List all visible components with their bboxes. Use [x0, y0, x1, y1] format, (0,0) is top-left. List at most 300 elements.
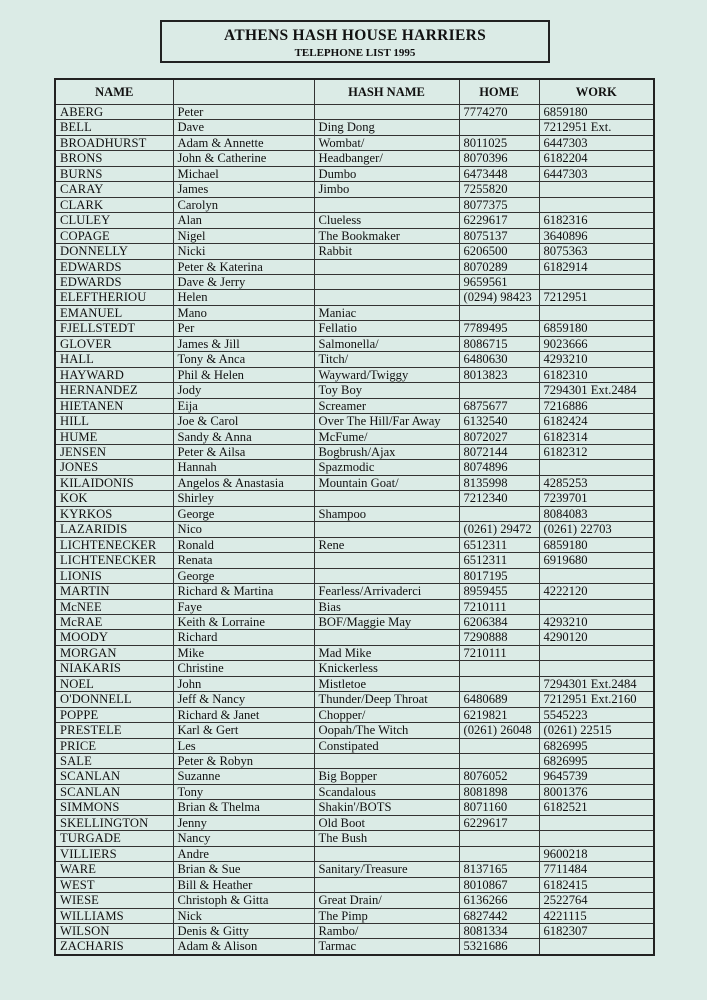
document-title: ATHENS HASH HOUSE HARRIERS [223, 27, 487, 44]
table-row [55, 274, 654, 289]
table-row [55, 383, 654, 398]
cell-surname: KOK [55, 491, 173, 506]
cell-work-phone: 6182204 [539, 151, 654, 166]
cell-home-phone [459, 831, 539, 846]
table-row [55, 692, 654, 707]
cell-home-phone: 8071160 [459, 800, 539, 815]
cell-first-name: Dave & Jerry [173, 274, 314, 289]
table-row [55, 259, 654, 274]
cell-hash-name [314, 568, 459, 583]
cell-first-name: Angelos & Anastasia [173, 475, 314, 490]
cell-hash-name [314, 105, 459, 120]
cell-surname: SCANLAN [55, 769, 173, 784]
title-box [160, 20, 550, 63]
cell-first-name: Karl & Gert [173, 723, 314, 738]
cell-first-name: Richard & Martina [173, 584, 314, 599]
cell-surname: EDWARDS [55, 274, 173, 289]
cell-work-phone [539, 831, 654, 846]
cell-hash-name [314, 274, 459, 289]
header-name: NAME [55, 79, 173, 105]
cell-surname: WILSON [55, 924, 173, 939]
table-row [55, 429, 654, 444]
table-row [55, 336, 654, 351]
cell-work-phone: 6182316 [539, 213, 654, 228]
table-row [55, 444, 654, 459]
cell-work-phone: 7294301 Ext.2484 [539, 676, 654, 691]
cell-first-name: James & Jill [173, 336, 314, 351]
cell-surname: LIONIS [55, 568, 173, 583]
cell-work-phone: 4222120 [539, 584, 654, 599]
cell-home-phone: 6136266 [459, 893, 539, 908]
cell-first-name: Michael [173, 166, 314, 181]
cell-hash-name: Bias [314, 599, 459, 614]
table-row [55, 475, 654, 490]
cell-surname: HAYWARD [55, 367, 173, 382]
table-row [55, 491, 654, 506]
cell-home-phone: 8013823 [459, 367, 539, 382]
cell-home-phone: 7210111 [459, 645, 539, 660]
cell-work-phone: 3640896 [539, 228, 654, 243]
cell-home-phone: 8076052 [459, 769, 539, 784]
cell-surname: HUME [55, 429, 173, 444]
cell-hash-name: Mistletoe [314, 676, 459, 691]
cell-home-phone: 6512311 [459, 553, 539, 568]
cell-work-phone [539, 197, 654, 212]
cell-first-name: Nico [173, 522, 314, 537]
cell-home-phone: (0261) 29472 [459, 522, 539, 537]
cell-home-phone: 8081334 [459, 924, 539, 939]
cell-work-phone [539, 645, 654, 660]
cell-surname: COPAGE [55, 228, 173, 243]
cell-hash-name: Rabbit [314, 244, 459, 259]
cell-work-phone: 7239701 [539, 491, 654, 506]
cell-hash-name: Ding Dong [314, 120, 459, 135]
cell-work-phone: 9645739 [539, 769, 654, 784]
table-row [55, 754, 654, 769]
table-row [55, 135, 654, 150]
cell-first-name: Suzanne [173, 769, 314, 784]
cell-hash-name: Rene [314, 537, 459, 552]
cell-work-phone: 4221115 [539, 908, 654, 923]
cell-hash-name: Knickerless [314, 661, 459, 676]
cell-work-phone: 6182415 [539, 877, 654, 892]
cell-home-phone: 7789495 [459, 321, 539, 336]
table-row [55, 877, 654, 892]
cell-home-phone: 8075137 [459, 228, 539, 243]
cell-home-phone: 8077375 [459, 197, 539, 212]
table-body [55, 105, 654, 955]
cell-work-phone [539, 182, 654, 197]
cell-first-name: Jody [173, 383, 314, 398]
cell-first-name: Shirley [173, 491, 314, 506]
table-row [55, 815, 654, 830]
cell-work-phone: 4293210 [539, 614, 654, 629]
cell-first-name: Christoph & Gitta [173, 893, 314, 908]
cell-first-name: Mike [173, 645, 314, 660]
table-row [55, 105, 654, 120]
cell-home-phone: 6132540 [459, 414, 539, 429]
cell-surname: KYRKOS [55, 506, 173, 521]
table-row [55, 460, 654, 475]
cell-surname: SIMMONS [55, 800, 173, 815]
cell-first-name: John [173, 676, 314, 691]
telephone-table [54, 78, 655, 956]
table-row [55, 367, 654, 382]
cell-surname: SKELLINGTON [55, 815, 173, 830]
cell-first-name: Richard & Janet [173, 707, 314, 722]
cell-surname: LICHTENECKER [55, 537, 173, 552]
cell-hash-name [314, 877, 459, 892]
cell-work-phone: 8084083 [539, 506, 654, 521]
cell-surname: KILAIDONIS [55, 475, 173, 490]
cell-first-name: Bill & Heather [173, 877, 314, 892]
header-home: HOME [459, 79, 539, 105]
cell-work-phone: 2522764 [539, 893, 654, 908]
cell-hash-name: McFume/ [314, 429, 459, 444]
cell-first-name: Faye [173, 599, 314, 614]
cell-work-phone: 6859180 [539, 105, 654, 120]
cell-work-phone: 6919680 [539, 553, 654, 568]
cell-surname: HIETANEN [55, 398, 173, 413]
cell-work-phone: 6182424 [539, 414, 654, 429]
cell-first-name: Sandy & Anna [173, 429, 314, 444]
cell-surname: WARE [55, 862, 173, 877]
cell-home-phone: 6827442 [459, 908, 539, 923]
cell-work-phone: (0261) 22515 [539, 723, 654, 738]
cell-home-phone: 8081898 [459, 784, 539, 799]
cell-work-phone: 4285253 [539, 475, 654, 490]
cell-surname: EDWARDS [55, 259, 173, 274]
table-row [55, 522, 654, 537]
table-row [55, 846, 654, 861]
cell-first-name: John & Catherine [173, 151, 314, 166]
table-row [55, 893, 654, 908]
cell-work-phone [539, 305, 654, 320]
cell-work-phone: 6182307 [539, 924, 654, 939]
cell-surname: WEST [55, 877, 173, 892]
table-row [55, 584, 654, 599]
cell-first-name: Christine [173, 661, 314, 676]
cell-first-name: Denis & Gitty [173, 924, 314, 939]
cell-first-name: Eija [173, 398, 314, 413]
cell-first-name: Nick [173, 908, 314, 923]
cell-surname: SALE [55, 754, 173, 769]
cell-hash-name: Fearless/Arrivaderci [314, 584, 459, 599]
table-row [55, 630, 654, 645]
table-row [55, 661, 654, 676]
cell-home-phone: 7212340 [459, 491, 539, 506]
cell-hash-name: Mountain Goat/ [314, 475, 459, 490]
cell-surname: McRAE [55, 614, 173, 629]
cell-work-phone: 4290120 [539, 630, 654, 645]
cell-surname: ELEFTHERIOU [55, 290, 173, 305]
table-row [55, 862, 654, 877]
cell-surname: BELL [55, 120, 173, 135]
cell-home-phone: (0261) 26048 [459, 723, 539, 738]
cell-surname: MORGAN [55, 645, 173, 660]
cell-work-phone [539, 939, 654, 955]
table-row [55, 506, 654, 521]
cell-hash-name: Great Drain/ [314, 893, 459, 908]
table-row [55, 228, 654, 243]
table-row [55, 723, 654, 738]
cell-hash-name: Salmonella/ [314, 336, 459, 351]
cell-hash-name: Thunder/Deep Throat [314, 692, 459, 707]
table-row [55, 352, 654, 367]
cell-hash-name: Wombat/ [314, 135, 459, 150]
cell-surname: JONES [55, 460, 173, 475]
cell-home-phone: 6206500 [459, 244, 539, 259]
cell-hash-name: Over The Hill/Far Away [314, 414, 459, 429]
cell-hash-name: Oopah/The Witch [314, 723, 459, 738]
cell-home-phone: 8135998 [459, 475, 539, 490]
cell-first-name: Adam & Alison [173, 939, 314, 955]
cell-surname: WIESE [55, 893, 173, 908]
cell-work-phone: 9023666 [539, 336, 654, 351]
cell-home-phone: 6875677 [459, 398, 539, 413]
cell-home-phone: 8959455 [459, 584, 539, 599]
cell-first-name: Brian & Sue [173, 862, 314, 877]
cell-home-phone: 5321686 [459, 939, 539, 955]
table-row [55, 769, 654, 784]
cell-first-name: George [173, 506, 314, 521]
cell-work-phone: 6826995 [539, 754, 654, 769]
cell-first-name: Renata [173, 553, 314, 568]
cell-home-phone: 6480630 [459, 352, 539, 367]
cell-work-phone: 5545223 [539, 707, 654, 722]
cell-home-phone: 8072027 [459, 429, 539, 444]
cell-hash-name: The Pimp [314, 908, 459, 923]
cell-hash-name: Maniac [314, 305, 459, 320]
cell-work-phone [539, 460, 654, 475]
cell-work-phone: 6447303 [539, 166, 654, 181]
cell-surname: McNEE [55, 599, 173, 614]
cell-home-phone: 6229617 [459, 815, 539, 830]
cell-surname: POPPE [55, 707, 173, 722]
cell-work-phone: 9600218 [539, 846, 654, 861]
cell-home-phone [459, 661, 539, 676]
cell-surname: FJELLSTEDT [55, 321, 173, 336]
cell-hash-name [314, 754, 459, 769]
cell-home-phone [459, 305, 539, 320]
cell-first-name: Nicki [173, 244, 314, 259]
cell-surname: EMANUEL [55, 305, 173, 320]
table-row [55, 120, 654, 135]
cell-home-phone: 8010867 [459, 877, 539, 892]
table-row [55, 197, 654, 212]
cell-first-name: Alan [173, 213, 314, 228]
table-row [55, 939, 654, 955]
cell-hash-name [314, 522, 459, 537]
cell-surname: O'DONNELL [55, 692, 173, 707]
cell-hash-name [314, 197, 459, 212]
cell-hash-name: Clueless [314, 213, 459, 228]
cell-hash-name: Bogbrush/Ajax [314, 444, 459, 459]
cell-surname: MOODY [55, 630, 173, 645]
cell-surname: PRICE [55, 738, 173, 753]
table-row [55, 305, 654, 320]
cell-home-phone: (0294) 98423 [459, 290, 539, 305]
cell-hash-name [314, 290, 459, 305]
cell-hash-name: Dumbo [314, 166, 459, 181]
cell-surname: VILLIERS [55, 846, 173, 861]
cell-work-phone: 6182914 [539, 259, 654, 274]
header-hash-name: HASH NAME [314, 79, 459, 105]
table-row [55, 290, 654, 305]
table-row [55, 599, 654, 614]
cell-home-phone [459, 676, 539, 691]
table-row [55, 831, 654, 846]
cell-work-phone: 7294301 Ext.2484 [539, 383, 654, 398]
cell-work-phone: 6182310 [539, 367, 654, 382]
cell-surname: BRONS [55, 151, 173, 166]
cell-first-name: Mano [173, 305, 314, 320]
cell-work-phone [539, 274, 654, 289]
cell-surname: LICHTENECKER [55, 553, 173, 568]
cell-surname: BROADHURST [55, 135, 173, 150]
cell-surname: ZACHARIS [55, 939, 173, 955]
cell-work-phone: (0261) 22703 [539, 522, 654, 537]
cell-home-phone: 7290888 [459, 630, 539, 645]
cell-first-name: Brian & Thelma [173, 800, 314, 815]
cell-surname: CLARK [55, 197, 173, 212]
cell-hash-name [314, 259, 459, 274]
cell-hash-name: Sanitary/Treasure [314, 862, 459, 877]
cell-hash-name: Constipated [314, 738, 459, 753]
cell-work-phone: 4293210 [539, 352, 654, 367]
cell-work-phone [539, 568, 654, 583]
cell-first-name: Tony [173, 784, 314, 799]
cell-hash-name [314, 630, 459, 645]
header-first-name [173, 79, 314, 105]
cell-home-phone: 6206384 [459, 614, 539, 629]
table-header-row [55, 79, 654, 105]
cell-home-phone: 8137165 [459, 862, 539, 877]
cell-surname: PRESTELE [55, 723, 173, 738]
cell-surname: SCANLAN [55, 784, 173, 799]
cell-hash-name: Big Bopper [314, 769, 459, 784]
table-row [55, 908, 654, 923]
cell-home-phone: 8070289 [459, 259, 539, 274]
cell-home-phone [459, 383, 539, 398]
cell-hash-name: Headbanger/ [314, 151, 459, 166]
table-row [55, 321, 654, 336]
cell-first-name: Phil & Helen [173, 367, 314, 382]
cell-hash-name: Toy Boy [314, 383, 459, 398]
table-row [55, 182, 654, 197]
cell-surname: WILLIAMS [55, 908, 173, 923]
cell-first-name: Les [173, 738, 314, 753]
cell-hash-name: Old Boot [314, 815, 459, 830]
cell-hash-name: Shakin'/BOTS [314, 800, 459, 815]
cell-home-phone: 6473448 [459, 166, 539, 181]
cell-hash-name: Fellatio [314, 321, 459, 336]
table-row [55, 676, 654, 691]
cell-first-name: Helen [173, 290, 314, 305]
cell-surname: GLOVER [55, 336, 173, 351]
document-subtitle: TELEPHONE LIST 1995 [294, 47, 416, 59]
cell-hash-name: Shampoo [314, 506, 459, 521]
cell-hash-name [314, 553, 459, 568]
cell-home-phone: 8074896 [459, 460, 539, 475]
cell-hash-name: Tarmac [314, 939, 459, 955]
cell-home-phone: 8072144 [459, 444, 539, 459]
cell-surname: TURGADE [55, 831, 173, 846]
cell-work-phone: 7212951 Ext.2160 [539, 692, 654, 707]
cell-hash-name: Mad Mike [314, 645, 459, 660]
table-row [55, 537, 654, 552]
cell-hash-name: Jimbo [314, 182, 459, 197]
table-row [55, 784, 654, 799]
cell-work-phone: 6182521 [539, 800, 654, 815]
cell-surname: MARTIN [55, 584, 173, 599]
cell-hash-name: Rambo/ [314, 924, 459, 939]
cell-hash-name [314, 491, 459, 506]
cell-first-name: Peter & Katerina [173, 259, 314, 274]
cell-hash-name: Screamer [314, 398, 459, 413]
cell-first-name: Joe & Carol [173, 414, 314, 429]
cell-first-name: Hannah [173, 460, 314, 475]
cell-first-name: Nancy [173, 831, 314, 846]
cell-surname: HILL [55, 414, 173, 429]
cell-first-name: Tony & Anca [173, 352, 314, 367]
cell-home-phone: 7210111 [459, 599, 539, 614]
cell-hash-name [314, 846, 459, 861]
cell-surname: CLULEY [55, 213, 173, 228]
cell-first-name: Ronald [173, 537, 314, 552]
cell-work-phone: 7711484 [539, 862, 654, 877]
cell-first-name: Andre [173, 846, 314, 861]
cell-surname: CARAY [55, 182, 173, 197]
table-row [55, 707, 654, 722]
cell-surname: ABERG [55, 105, 173, 120]
cell-home-phone: 9659561 [459, 274, 539, 289]
cell-home-phone: 7774270 [459, 105, 539, 120]
cell-surname: NIAKARIS [55, 661, 173, 676]
table-row [55, 738, 654, 753]
cell-home-phone: 8086715 [459, 336, 539, 351]
cell-home-phone: 6512311 [459, 537, 539, 552]
cell-first-name: Nigel [173, 228, 314, 243]
cell-home-phone [459, 754, 539, 769]
cell-first-name: Jenny [173, 815, 314, 830]
cell-hash-name: Spazmodic [314, 460, 459, 475]
table-row [55, 398, 654, 413]
table-row [55, 800, 654, 815]
cell-work-phone: 7212951 Ext. [539, 120, 654, 135]
cell-surname: JENSEN [55, 444, 173, 459]
cell-work-phone: 8001376 [539, 784, 654, 799]
cell-hash-name: BOF/Maggie May [314, 614, 459, 629]
table-row [55, 414, 654, 429]
cell-hash-name: Scandalous [314, 784, 459, 799]
cell-surname: NOEL [55, 676, 173, 691]
cell-home-phone: 8011025 [459, 135, 539, 150]
cell-home-phone [459, 506, 539, 521]
cell-surname: LAZARIDIS [55, 522, 173, 537]
cell-first-name: George [173, 568, 314, 583]
cell-home-phone [459, 738, 539, 753]
table-row [55, 213, 654, 228]
cell-first-name: Keith & Lorraine [173, 614, 314, 629]
cell-home-phone: 8070396 [459, 151, 539, 166]
cell-first-name: Peter & Ailsa [173, 444, 314, 459]
cell-surname: HERNANDEZ [55, 383, 173, 398]
cell-work-phone: 6182312 [539, 444, 654, 459]
cell-hash-name: Wayward/Twiggy [314, 367, 459, 382]
table-row [55, 166, 654, 181]
cell-hash-name: Chopper/ [314, 707, 459, 722]
